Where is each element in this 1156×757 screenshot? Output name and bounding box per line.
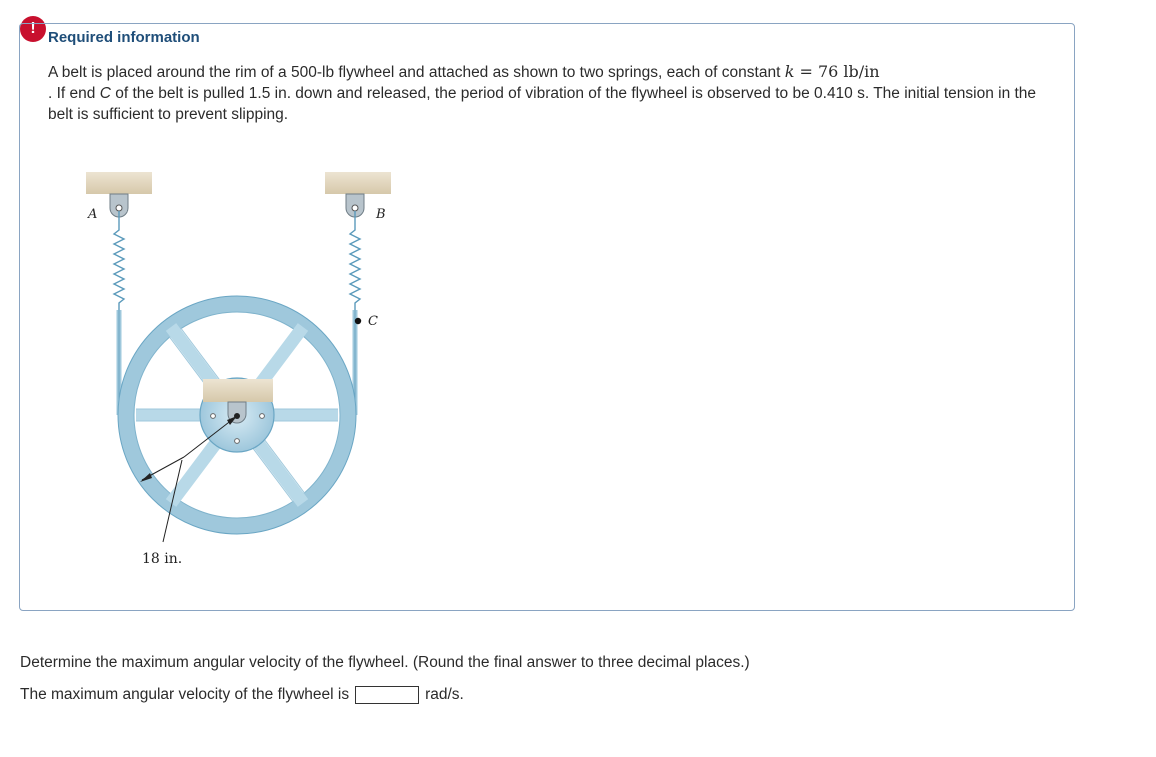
label-b: B xyxy=(376,207,386,222)
answer-row xyxy=(20,686,464,704)
answer-prefix: The maximum angular velocity of the flywheel is xyxy=(20,686,350,703)
point-c xyxy=(355,318,361,324)
problem-text-2: . If end xyxy=(48,85,100,102)
flywheel-diagram xyxy=(64,160,404,580)
k-symbol: k xyxy=(784,62,795,81)
alert-icon: ! xyxy=(20,16,46,42)
problem-text-1: A belt is placed around the rim of a 500-lb flywheel and attached as shown to two springs, each of constant xyxy=(48,64,785,81)
radius-label: 18 in. xyxy=(142,551,183,567)
c-symbol: C xyxy=(99,85,111,102)
label-c: C xyxy=(368,314,378,329)
required-info-title: Required information xyxy=(48,29,200,46)
label-a: A xyxy=(88,207,98,222)
problem-text-3: of the belt is pulled 1.5 in. down and released, the period of vibration of the flywheel is observed to be 0.410 s. The initial tension in the belt is sufficient to prevent slipping. xyxy=(48,85,1037,123)
answer-input[interactable] xyxy=(355,686,419,704)
answer-unit: rad/s. xyxy=(425,686,464,703)
problem-statement xyxy=(48,61,1038,125)
spring-a xyxy=(114,211,124,310)
spring-b xyxy=(350,211,360,310)
support-center xyxy=(203,379,273,402)
question-prompt: Determine the maximum angular velocity of the flywheel. (Round the final answer to three decimal places.) xyxy=(20,654,750,671)
support-left xyxy=(86,172,152,194)
k-value: = 76 lb/in xyxy=(794,62,880,81)
support-right xyxy=(325,172,391,194)
